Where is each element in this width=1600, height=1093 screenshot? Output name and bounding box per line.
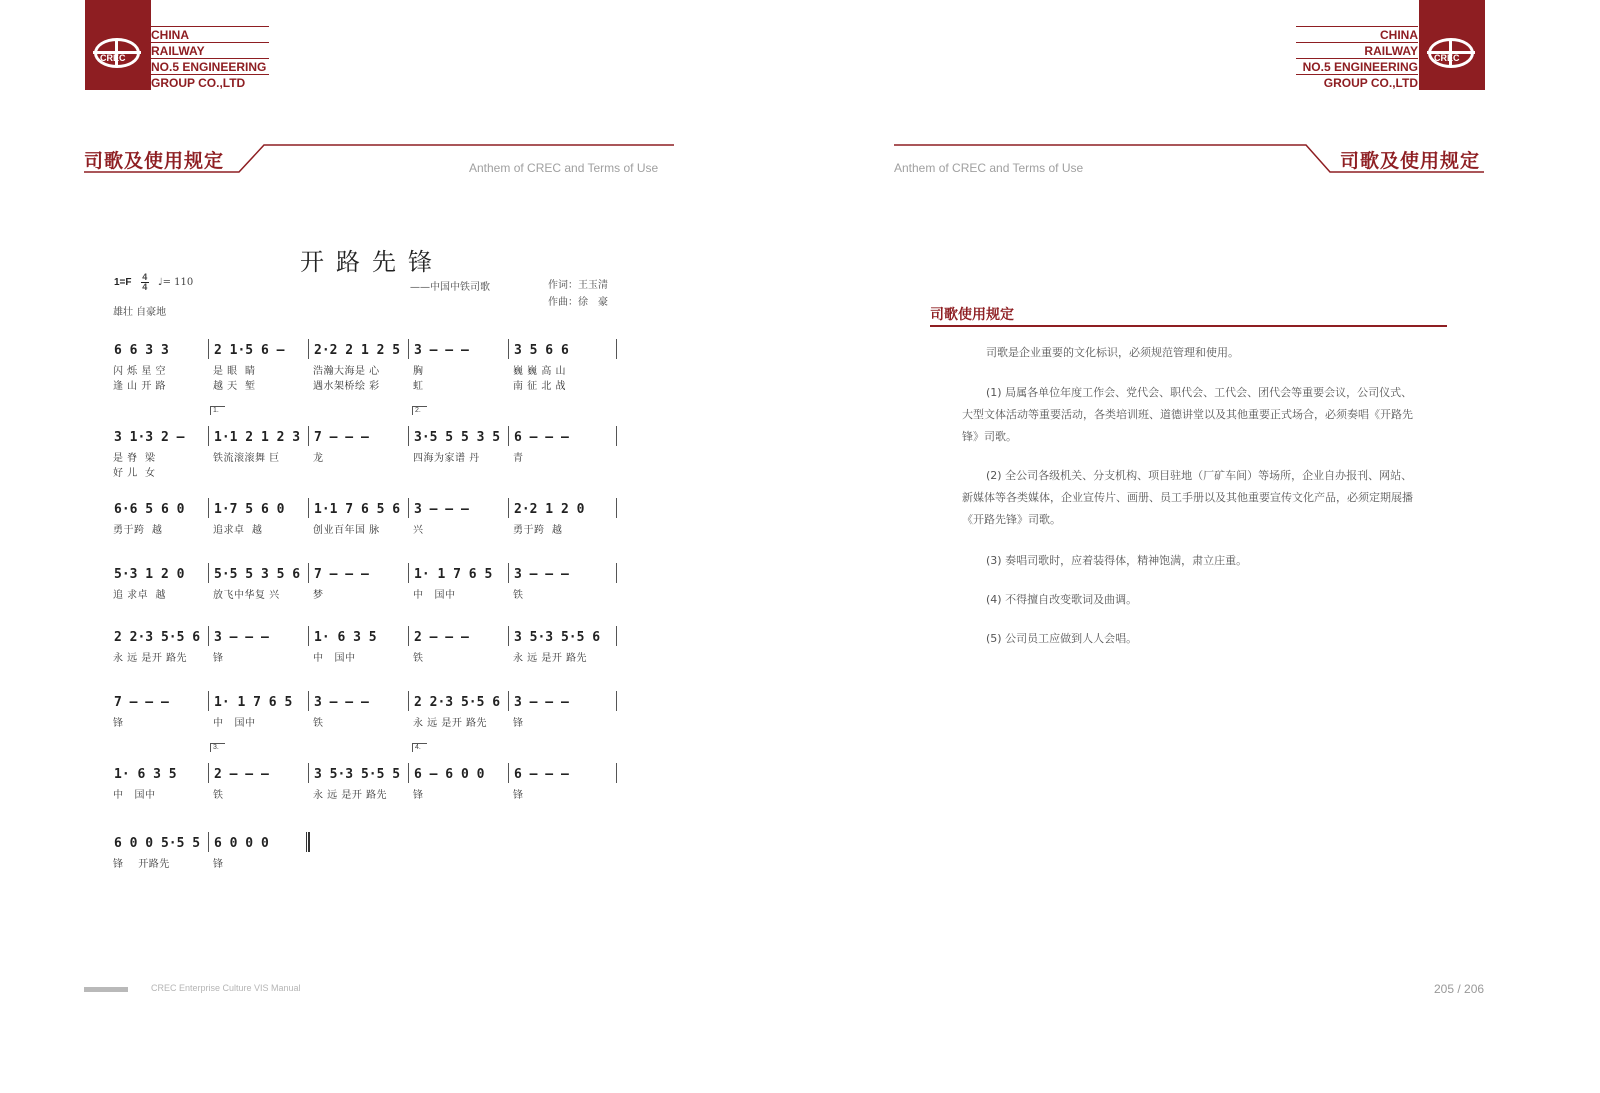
barline — [616, 626, 617, 646]
barline — [616, 691, 617, 711]
lyric-line-1: 铁 — [213, 790, 224, 801]
measure-notes: 3·5 5 5 3 5 — [414, 430, 501, 445]
final-barline — [306, 832, 310, 852]
crec-emblem-icon — [94, 38, 140, 68]
barline — [616, 498, 617, 518]
lyric-line-2: 好 儿 女 — [113, 468, 156, 479]
footer-bar — [84, 987, 128, 992]
measure-notes: 3 5·3 5·5 5 — [314, 767, 401, 782]
logo-line: GROUP CO.,LTD — [151, 74, 269, 90]
barline — [308, 763, 309, 783]
lyric-line-1: 中 国中 — [313, 653, 356, 664]
barline — [308, 339, 309, 359]
logo-line: CHINA — [1296, 26, 1418, 42]
lyric-line-1: 铁流滚滚舞 巨 — [213, 453, 280, 464]
crec-emblem-icon — [1428, 38, 1474, 68]
lyric-line-2: 遇水架桥绘 彩 — [313, 381, 380, 392]
barline — [308, 626, 309, 646]
barline — [508, 691, 509, 711]
lyric-line-1: 追 求卓 越 — [113, 590, 167, 601]
song-lyricist: 作词：王玉清 — [548, 280, 608, 291]
logo-line: RAILWAY — [151, 42, 269, 58]
lyric-line-1: 永 远 是开 路先 — [313, 790, 388, 801]
rules-paragraph: (3) 奏唱司歌时，应着装得体，精神饱满，肃立庄重。 — [986, 554, 1248, 567]
barline — [208, 426, 209, 446]
barline — [308, 498, 309, 518]
logo-line: GROUP CO.,LTD — [1296, 74, 1418, 90]
lyric-line-1: 锋 — [213, 653, 224, 664]
logo-line: CHINA — [151, 26, 269, 42]
barline — [208, 339, 209, 359]
measure-notes: 3 – – – — [414, 502, 469, 517]
measure-notes: 3 – – – — [514, 695, 569, 710]
lyric-line-1: 龙 — [313, 453, 324, 464]
volta-bracket: 2. — [412, 406, 427, 415]
lyric-line-1: 闪 烁 星 空 — [113, 366, 167, 377]
barline — [616, 763, 617, 783]
measure-notes: 2 – – – — [214, 767, 269, 782]
emblem-text: CREC — [100, 53, 126, 63]
barline — [408, 498, 409, 518]
footer-text: CREC Enterprise Culture VIS Manual — [151, 983, 301, 993]
measure-notes: 1· 6 3 5 — [114, 767, 177, 782]
measure-notes: 6·6 5 6 0 — [114, 502, 185, 517]
barline — [508, 626, 509, 646]
volta-bracket: 1. — [210, 406, 225, 415]
barline — [616, 426, 617, 446]
barline — [408, 426, 409, 446]
logo-wordmark — [151, 26, 269, 90]
measure-notes: 6 0 0 0 — [214, 836, 269, 851]
lyric-line-1: 中 国中 — [113, 790, 156, 801]
lyric-line-1: 勇于跨 越 — [113, 525, 163, 536]
barline — [508, 339, 509, 359]
measure-notes: 2·2 1 2 0 — [514, 502, 585, 517]
time-signature — [141, 273, 149, 292]
measure-notes: 6 – – – — [514, 767, 569, 782]
measure-notes: 3 – – – — [414, 343, 469, 358]
lyric-line-2: 虹 — [413, 381, 424, 392]
measure-notes: 2 2·3 5·5 6 — [114, 630, 201, 645]
tempo: ♩= 110 — [157, 277, 194, 288]
lyric-line-2: 逢 山 开 路 — [113, 381, 167, 392]
lyric-line-1: 锋 开路先 — [113, 859, 170, 870]
measure-notes: 6 6 3 3 — [114, 343, 169, 358]
barline — [508, 763, 509, 783]
score-row — [113, 744, 620, 801]
barline — [308, 691, 309, 711]
song-composer: 作曲：徐 豪 — [548, 297, 608, 308]
logo-left — [85, 0, 275, 90]
time-bottom: 4 — [142, 282, 148, 292]
rules-paragraph: 司歌是企业重要的文化标识，必须规范管理和使用。 — [986, 346, 1239, 359]
barline — [616, 339, 617, 359]
measure-notes: 2·2 2 1 2 5 — [314, 343, 401, 358]
lyric-line-1: 梦 — [313, 590, 324, 601]
lyric-line-1: 锋 — [413, 790, 424, 801]
measure-notes: 1·1 7 6 5 6 — [314, 502, 401, 517]
rules-paragraph: (2) 全公司各级机关、分支机构、项目驻地（厂矿车间）等场所，企业自办报刊、网站、新媒体等各类媒体，企业宣传片、画册、员工手册以及其他重要宣传文化产品，必须定期展播《开路先锋》司歌。 — [962, 469, 1413, 526]
measure-notes: 3 – – – — [314, 695, 369, 710]
lyric-line-1: 铁 — [513, 590, 524, 601]
logo-line: NO.5 ENGINEERING — [1296, 58, 1418, 74]
lyric-line-1: 是 脊 梁 — [113, 453, 156, 464]
measure-notes: 3 – – – — [214, 630, 269, 645]
lyric-line-1: 中 国中 — [413, 590, 456, 601]
section-subtitle-left: Anthem of CREC and Terms of Use — [469, 161, 659, 175]
key: 1=F — [114, 277, 132, 288]
emblem-text: CREC — [1434, 53, 1460, 63]
song-title: 开路先锋 — [300, 248, 444, 276]
lyric-line-1: 铁 — [313, 718, 324, 729]
rules-paragraph: (4) 不得擅自改变歌词及曲调。 — [986, 593, 1138, 606]
lyric-line-1: 锋 — [513, 718, 524, 729]
measure-notes: 2 1·5 6 – — [214, 343, 285, 358]
lyric-line-1: 勇于跨 越 — [513, 525, 563, 536]
song-key-signature — [114, 273, 193, 292]
barline — [408, 626, 409, 646]
measure-notes: 7 – – – — [114, 695, 169, 710]
measure-notes: 7 – – – — [314, 430, 369, 445]
measure-notes: 1· 1 7 6 5 — [414, 567, 493, 582]
lyric-line-2: 越 天 堑 — [213, 381, 256, 392]
measure-notes: 6 – – – — [514, 430, 569, 445]
measure-notes: 1· 6 3 5 — [314, 630, 377, 645]
score-row — [113, 567, 620, 601]
measure-notes: 7 – – – — [314, 567, 369, 582]
lyric-line-1: 四海为家谱 丹 — [413, 453, 480, 464]
barline — [208, 691, 209, 711]
lyric-line-1: 锋 — [113, 718, 124, 729]
lyric-line-1: 中 国中 — [213, 718, 256, 729]
logo-right — [1296, 0, 1484, 90]
score-row — [113, 343, 620, 392]
lyric-line-1: 锋 — [513, 790, 524, 801]
barline — [208, 832, 209, 852]
lyric-line-1: 创业百年国 脉 — [313, 525, 380, 536]
measure-notes: 6 – 6 0 0 — [414, 767, 485, 782]
measure-notes: 6 0 0 5·5 5 — [114, 836, 201, 851]
lyric-line-1: 永 远 是开 路先 — [513, 653, 588, 664]
lyric-line-1: 兴 — [413, 525, 424, 536]
song-subtitle: ——中国中铁司歌 — [410, 282, 490, 293]
measure-notes: 3 5 6 6 — [514, 343, 569, 358]
song-style: 雄壮 自豪地 — [113, 307, 167, 318]
lyric-line-1: 巍 巍 高 山 — [513, 366, 567, 377]
measure-notes: 5·5 5 3 5 6 — [214, 567, 301, 582]
rules-heading-rule — [930, 325, 1447, 327]
measure-notes: 2 2·3 5·5 6 — [414, 695, 501, 710]
rules-heading: 司歌使用规定 — [930, 307, 1014, 323]
logo-emblem-box — [1419, 0, 1485, 90]
lyric-line-1: 胸 — [413, 366, 424, 377]
barline — [208, 763, 209, 783]
score-row — [113, 630, 620, 664]
score-row — [113, 407, 620, 479]
score-row — [113, 502, 620, 536]
score-row — [113, 695, 620, 729]
lyric-line-1: 永 远 是开 路先 — [113, 653, 188, 664]
lyric-line-1: 永 远 是开 路先 — [413, 718, 488, 729]
lyric-line-1: 浩瀚大海是 心 — [313, 366, 380, 377]
barline — [208, 563, 209, 583]
lyric-line-1: 锋 — [213, 859, 224, 870]
logo-emblem-box — [85, 0, 151, 90]
measure-notes: 2 – – – — [414, 630, 469, 645]
lyric-line-1: 铁 — [413, 653, 424, 664]
logo-line: NO.5 ENGINEERING — [151, 58, 269, 74]
measure-notes: 1·7 5 6 0 — [214, 502, 285, 517]
barline — [308, 563, 309, 583]
lyric-line-1: 追求卓 越 — [213, 525, 263, 536]
measure-notes: 1·1 2 1 2 3 — [214, 430, 301, 445]
lyric-line-1: 放飞中华复 兴 — [213, 590, 280, 601]
measure-notes: 1· 1 7 6 5 — [214, 695, 293, 710]
section-subtitle-right: Anthem of CREC and Terms of Use — [894, 161, 1084, 175]
section-title-right: 司歌及使用规定 — [1340, 150, 1481, 172]
barline — [408, 339, 409, 359]
section-title-left: 司歌及使用规定 — [84, 150, 225, 172]
rules-paragraph: (5) 公司员工应做到人人会唱。 — [986, 632, 1138, 645]
volta-bracket: 3. — [210, 743, 225, 752]
barline — [208, 626, 209, 646]
logo-wordmark — [1296, 26, 1418, 90]
page-number: 205 / 206 — [1434, 982, 1485, 996]
lyric-line-1: 是 眼 睛 — [213, 366, 256, 377]
measure-notes: 3 1·3 2 – — [114, 430, 185, 445]
barline — [616, 563, 617, 583]
barline — [208, 498, 209, 518]
barline — [408, 691, 409, 711]
barline — [508, 563, 509, 583]
measure-notes: 5·3 1 2 0 — [114, 567, 185, 582]
lyric-line-1: 青 — [513, 453, 524, 464]
measure-notes: 3 5·3 5·5 6 — [514, 630, 601, 645]
logo-line: RAILWAY — [1296, 42, 1418, 58]
time-top: 4 — [142, 272, 148, 282]
barline — [408, 763, 409, 783]
rules-paragraph: (1) 局属各单位年度工作会、党代会、职代会、工代会、团代会等重要会议，公司仪式、大型文体活动等重要活动，各类培训班、道德讲堂以及其他重要正式场合，必须奏唱《开路先锋》司歌。 — [962, 386, 1413, 443]
lyric-line-2: 南 征 北 战 — [513, 381, 567, 392]
measure-notes: 3 – – – — [514, 567, 569, 582]
volta-bracket: 4. — [412, 743, 427, 752]
barline — [408, 563, 409, 583]
score-row — [113, 836, 620, 870]
barline — [508, 498, 509, 518]
barline — [308, 426, 309, 446]
barline — [508, 426, 509, 446]
